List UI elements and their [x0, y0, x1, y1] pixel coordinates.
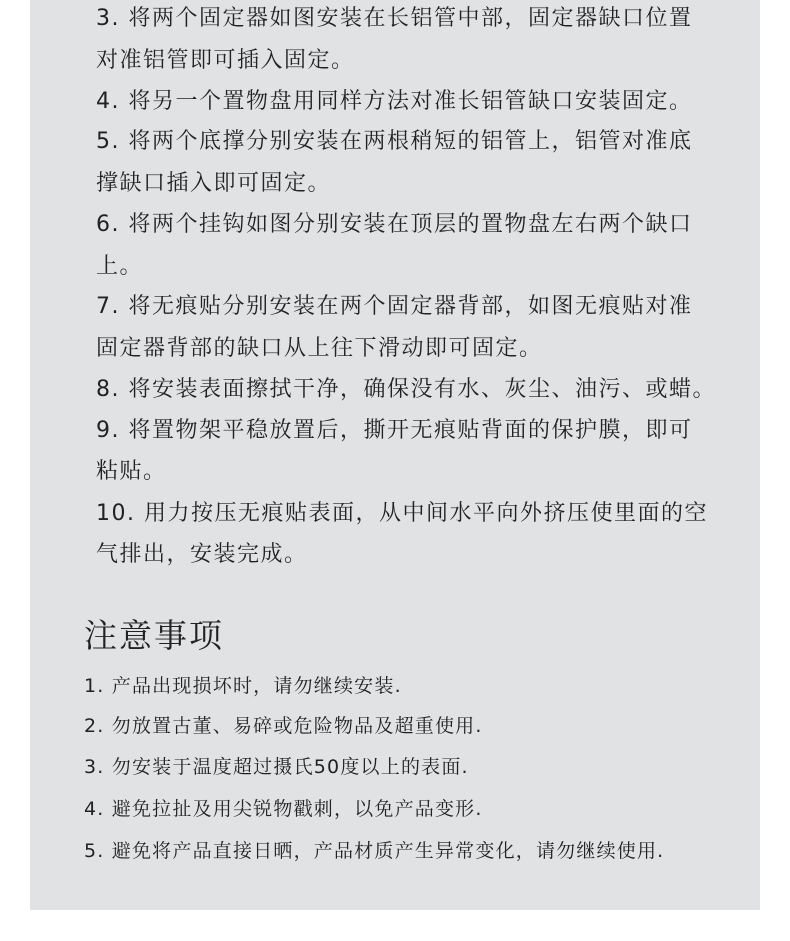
step-8-line-1: 8. 将安装表面擦拭干净，确保没有水、灰尘、油污、或蜡。 — [96, 377, 716, 402]
note-item-3: 3. 勿安装于温度超过摄氏50度以上的表面. — [84, 756, 469, 778]
step-9-line-2: 粘贴。 — [96, 459, 167, 484]
note-item-2: 2. 勿放置古董、易碎或危险物品及超重使用. — [84, 715, 483, 737]
step-10-line-1: 10. 用力按压无痕贴表面，从中间水平向外挤压使里面的空 — [96, 501, 708, 526]
step-6-line-2: 上。 — [96, 254, 144, 279]
instructions-panel — [30, 0, 760, 910]
step-9-line-1: 9. 将置物架平稳放置后，撕开无痕贴背面的保护膜，即可 — [96, 418, 693, 443]
notes-heading: 注意事项 — [84, 616, 224, 655]
step-3-line-2: 对准铝管即可插入固定。 — [96, 48, 355, 73]
step-4-line-1: 4. 将另一个置物盘用同样方法对准长铝管缺口安装固定。 — [96, 89, 693, 114]
step-5-line-2: 撑缺口插入即可固定。 — [96, 171, 332, 196]
step-3-line-1: 3. 将两个固定器如图安装在长铝管中部，固定器缺口位置 — [96, 6, 693, 31]
step-7-line-1: 7. 将无痕贴分别安装在两个固定器背部，如图无痕贴对准 — [96, 294, 693, 319]
step-10-line-2: 气排出，安装完成。 — [96, 542, 308, 567]
step-6-line-1: 6. 将两个挂钩如图分别安装在顶层的置物盘左右两个缺口 — [96, 212, 693, 237]
note-item-4: 4. 避免拉扯及用尖锐物戳刺，以免产品变形. — [84, 798, 483, 820]
note-item-1: 1. 产品出现损坏时，请勿继续安装. — [84, 675, 402, 697]
note-item-5: 5. 避免将产品直接日晒，产品材质产生异常变化，请勿继续使用. — [84, 840, 665, 862]
step-5-line-1: 5. 将两个底撑分别安装在两根稍短的铝管上，铝管对准底 — [96, 129, 693, 154]
step-7-line-2: 固定器背部的缺口从上往下滑动即可固定。 — [96, 336, 543, 361]
